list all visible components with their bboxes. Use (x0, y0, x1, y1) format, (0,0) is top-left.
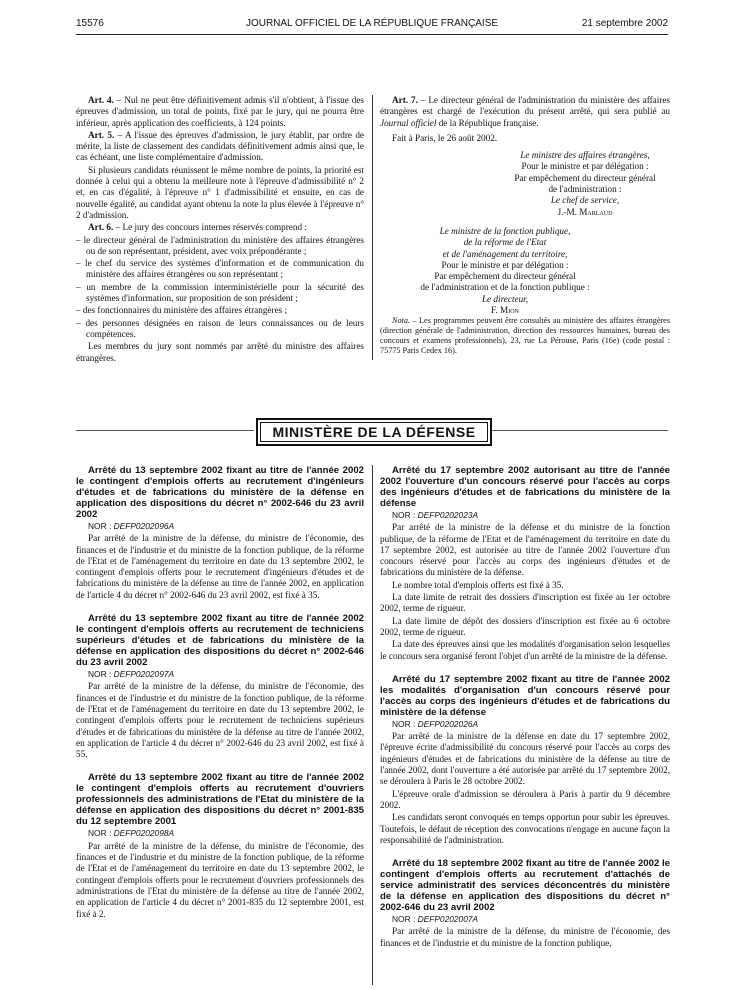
signature-block-2: Le ministre de la fonction publique, de la réforme de l'Etat et de l'aménagement du territoire, Pour le ministre et par délégation : Par empêchement du directeur général de l'administration et de la fonction publique : Le directeur, F. Mion (380, 226, 630, 316)
signatory-name: F. Mion (491, 305, 519, 316)
ministry-heading: MINISTÈRE DE LA DÉFENSE (256, 418, 492, 446)
jury-member-item: – le chef du service des systèmes d'information et de communication du ministère des affaires étrangères ou son représentant ; (76, 258, 364, 280)
nor-reference: NOR : DEFP0202097A (88, 669, 175, 680)
decree-paragraph: Par arrêté de la ministre de la défense, du ministre de l'économie, des finances et de l'industrie et du ministre de la fonction publique, (380, 926, 670, 948)
decree-paragraph: La date limite de retrait des dossiers d'inscription est fixée au 1er octobre 2002, terme de rigueur. (380, 592, 670, 614)
bottom-right-column (380, 465, 670, 961)
decree-block (76, 772, 364, 919)
decree-title: Arrêté du 13 septembre 2002 fixant au titre de l'année 2002 le contingent d'emplois offerts au recrutement d'ingénieurs d'études et de fabrications du ministère de la défense en application des dispositions du décret n° 2002-646 du 23 avril 2002 (76, 465, 364, 520)
decree-paragraph: Le nombre total d'emplois offerts est fixé à 35. (392, 579, 564, 590)
decree-title: Arrêté du 17 septembre 2002 fixant au titre de l'année 2002 les modalités d'organisation d'un concours réservé pour l'accès au corps des ingénieurs d'études et de fabrications du ministère de la défense (380, 673, 670, 718)
signatory-name: J.-M. Marlaud (557, 206, 613, 217)
article-5: Art. 5. – A l'issue des épreuves d'admission, le jury établit, par ordre de mérite, la liste de classement des candidats définitivement admis ainsi que, le cas échéant, une liste complémentaire d'admission. (76, 129, 364, 163)
column-divider (372, 95, 373, 360)
jury-member-item: – le directeur général de l'administration du ministère des affaires étrangères ou de son représentant, président, avec voix prépondérante ; (76, 234, 364, 256)
nor-reference: NOR : DEFP0202096A (88, 521, 175, 531)
signature-block-1: Le ministre des affaires étrangères, Pour le ministre et par délégation : Par empêchement du directeur général de l'administration : Le chef de service, J.-M. Marlaud (500, 150, 670, 218)
jury-member-item: – des fonctionnaires du ministère des affaires étrangères ; (76, 305, 288, 316)
article-6-closing: Les membres du jury sont nommés par arrêté du ministre des affaires étrangères. (76, 341, 364, 363)
issue-date: 21 septembre 2002 (581, 18, 668, 29)
ministry-rule-right (492, 430, 668, 431)
decree-paragraph: La date des épreuves ainsi que les modalités d'organisation selon lesquelles le concours sera organisé feront l'objet d'un arrêté de la ministre de la défense. (380, 639, 670, 661)
top-right-column (380, 95, 670, 357)
decree-paragraph: L'épreuve orale d'admission se déroulera à Paris à partir du 9 décembre 2002. (380, 788, 670, 810)
nota: Nota. – Les programmes peuvent être consultés au ministère des affaires étrangères (direction générale de l'administration, direction des ressources humaines, bureau des concours et examens professionnels), 23, rue La Pérouse, Paris (16e) (code postal : 75775 Paris Cedex 16). (380, 316, 670, 356)
nor-reference: NOR : DEFP0202007A (392, 914, 479, 925)
decree-body: Par arrêté de la ministre de la défense, du ministre de l'économie, des finances et de l'industrie et du ministre de la fonction publique, de la réforme de l'Etat et de l'aménagement du territoire en date du 13 septembre 2002, le contingent d'emplois offerts pour le recrutement d'ingénieurs d'études et de fabrications du ministère de la défense au titre de l'année 2002, en application de l'article 4 du décret n° 2002-646 du 23 avril 2002, est fixé à 35. (76, 533, 364, 600)
decree-block (380, 858, 670, 949)
jury-member-item: – un membre de la commission interministérielle pour la sécurité des systèmes d'information, sur proposition de son président ; (76, 281, 364, 304)
decree-paragraph: Par arrêté de la ministre de la défense et du ministre de la fonction publique, de la réforme de l'Etat et de l'aménagement du territoire en date du 17 septembre 2002, est autorisée au titre de l'année 2002 l'ouverture d'un concours réservé pour l'accès au corps des ingénieurs d'études et de fabrications du ministère de la défense. (380, 522, 670, 578)
top-left-column (76, 95, 364, 365)
article-6: Art. 6. – Le jury des concours internes réservés comprend : (88, 222, 307, 233)
page-number: 15576 (76, 18, 104, 29)
decree-title: Arrêté du 17 septembre 2002 autorisant au titre de l'année 2002 l'ouverture d'un concours réservé pour l'accès au corps des ingénieurs d'études et de fabrications du ministère de la défense (380, 465, 670, 509)
decree-block (76, 465, 364, 601)
jury-member-item: – des personnes désignées en raison de leurs connaissances ou de leurs compétences. (76, 317, 364, 339)
header-rule (76, 34, 668, 35)
page-header (76, 18, 668, 32)
decree-title: Arrêté du 13 septembre 2002 fixant au titre de l'année 2002 le contingent d'emplois offerts au recrutement d'ouvriers professionnels des administrations de l'Etat du ministère de la défense en application des dispositions du décret n° 2001-835 du 12 septembre 2001 (76, 772, 364, 828)
nor-reference: NOR : DEFP0202023A (392, 510, 479, 520)
nor-reference: NOR : DEFP0202026A (392, 718, 479, 729)
decree-body: Par arrêté de la ministre de la défense, du ministre de l'économie, des finances et de l'industrie et du ministre de la fonction publique, de la réforme de l'Etat et de l'aménagement du territoire en date du 13 septembre 2002, le contingent d'emplois offerts pour le recrutement d'ouvriers professionnels des administrations de l'Etat du ministère de la défense au titre de l'année 2002, en application de l'article 4 du décret n° 2001-835 du 12 septembre 2001, est fixé à 2. (76, 840, 364, 919)
decree-body: Par arrêté de la ministre de la défense, du ministre de l'économie, des finances et de l'industrie et du ministre de la fonction publique, de la réforme de l'Etat et de l'aménagement du territoire en date du 13 septembre 2002, le contingent d'emplois offerts pour le recrutement de techniciens supérieurs d'études et de fabrications du ministère de la défense au titre de l'année 2002, en application de l'article 4 du décret n° 2002-646 du 23 avril 2002, est fixé à 55. (76, 681, 364, 760)
decree-block (76, 613, 364, 760)
journal-title: JOURNAL OFFICIEL DE LA RÉPUBLIQUE FRANÇAISE (245, 18, 499, 29)
bottom-left-column (76, 465, 364, 932)
done-at: Fait à Paris, le 26 août 2002. (392, 132, 498, 143)
article-4: Art. 4. – Nul ne peut être définitivement admis s'il n'obtient, à l'issue des épreuves d'admission, un total de points, fixé par le jury, qui ne pourra être inférieur, après application des coefficients, à 124 points. (76, 95, 364, 128)
ministry-rule-left (76, 430, 254, 431)
column-divider (372, 465, 373, 985)
nor-reference: NOR : DEFP0202098A (88, 828, 175, 839)
decree-block (380, 674, 670, 846)
decree-paragraph: Par arrêté de la ministre de la défense en date du 17 septembre 2002, l'épreuve écrite d'admissibilité du concours réservé pour l'accès au corps des ingénieurs d'études et de fabrications du ministère de la défense au titre de l'année 2002, dont l'ouverture a été autorisée par arrêté du 17 septembre 2002, se déroulera à Paris le 28 octobre 2002. (380, 731, 670, 787)
decree-paragraph: La date limite de dépôt des dossiers d'inscription est fixée au 6 octobre 2002, terme de rigueur. (380, 615, 670, 637)
decree-paragraph: Les candidats seront convoqués en temps opportun pour subir les épreuves. Toutefois, le défaut de réception des convocations n'engage en aucune façon la responsabilité de l'administration. (380, 812, 670, 845)
article-7: Art. 7. – Le directeur général de l'administration du ministère des affaires étrangères est chargé de l'exécution du présent arrêté, qui sera publié au Journal officiel de la République française. (380, 95, 670, 128)
article-5-paragraph-2: Si plusieurs candidats réunissent le même nombre de points, la priorité est donnée à celui qui a obtenu la meilleure note à l'épreuve d'admissibilité n° 2 et, en cas d'égalité, à l'épreuve n° 1 d'admissibilité et ensuite, en cas de nouvelle égalité, au candidat ayant obtenu la note la plus élevée à l'épreuve n° 2 d'admission. (76, 164, 364, 220)
decree-title: Arrêté du 18 septembre 2002 fixant au titre de l'année 2002 le contingent d'emplois offerts au recrutement d'attachés de service administratif des services déconcentrés du ministère de la défense en application des dispositions du décret n° 2002-646 du 23 avril 2002 (380, 858, 670, 914)
decree-block (380, 465, 670, 662)
decree-title: Arrêté du 13 septembre 2002 fixant au titre de l'année 2002 le contingent d'emplois offerts au recrutement de techniciens supérieurs d'études et de fabrications du ministère de la défense en application des dispositions du décret n° 2002-646 du 23 avril 2002 (76, 613, 364, 669)
